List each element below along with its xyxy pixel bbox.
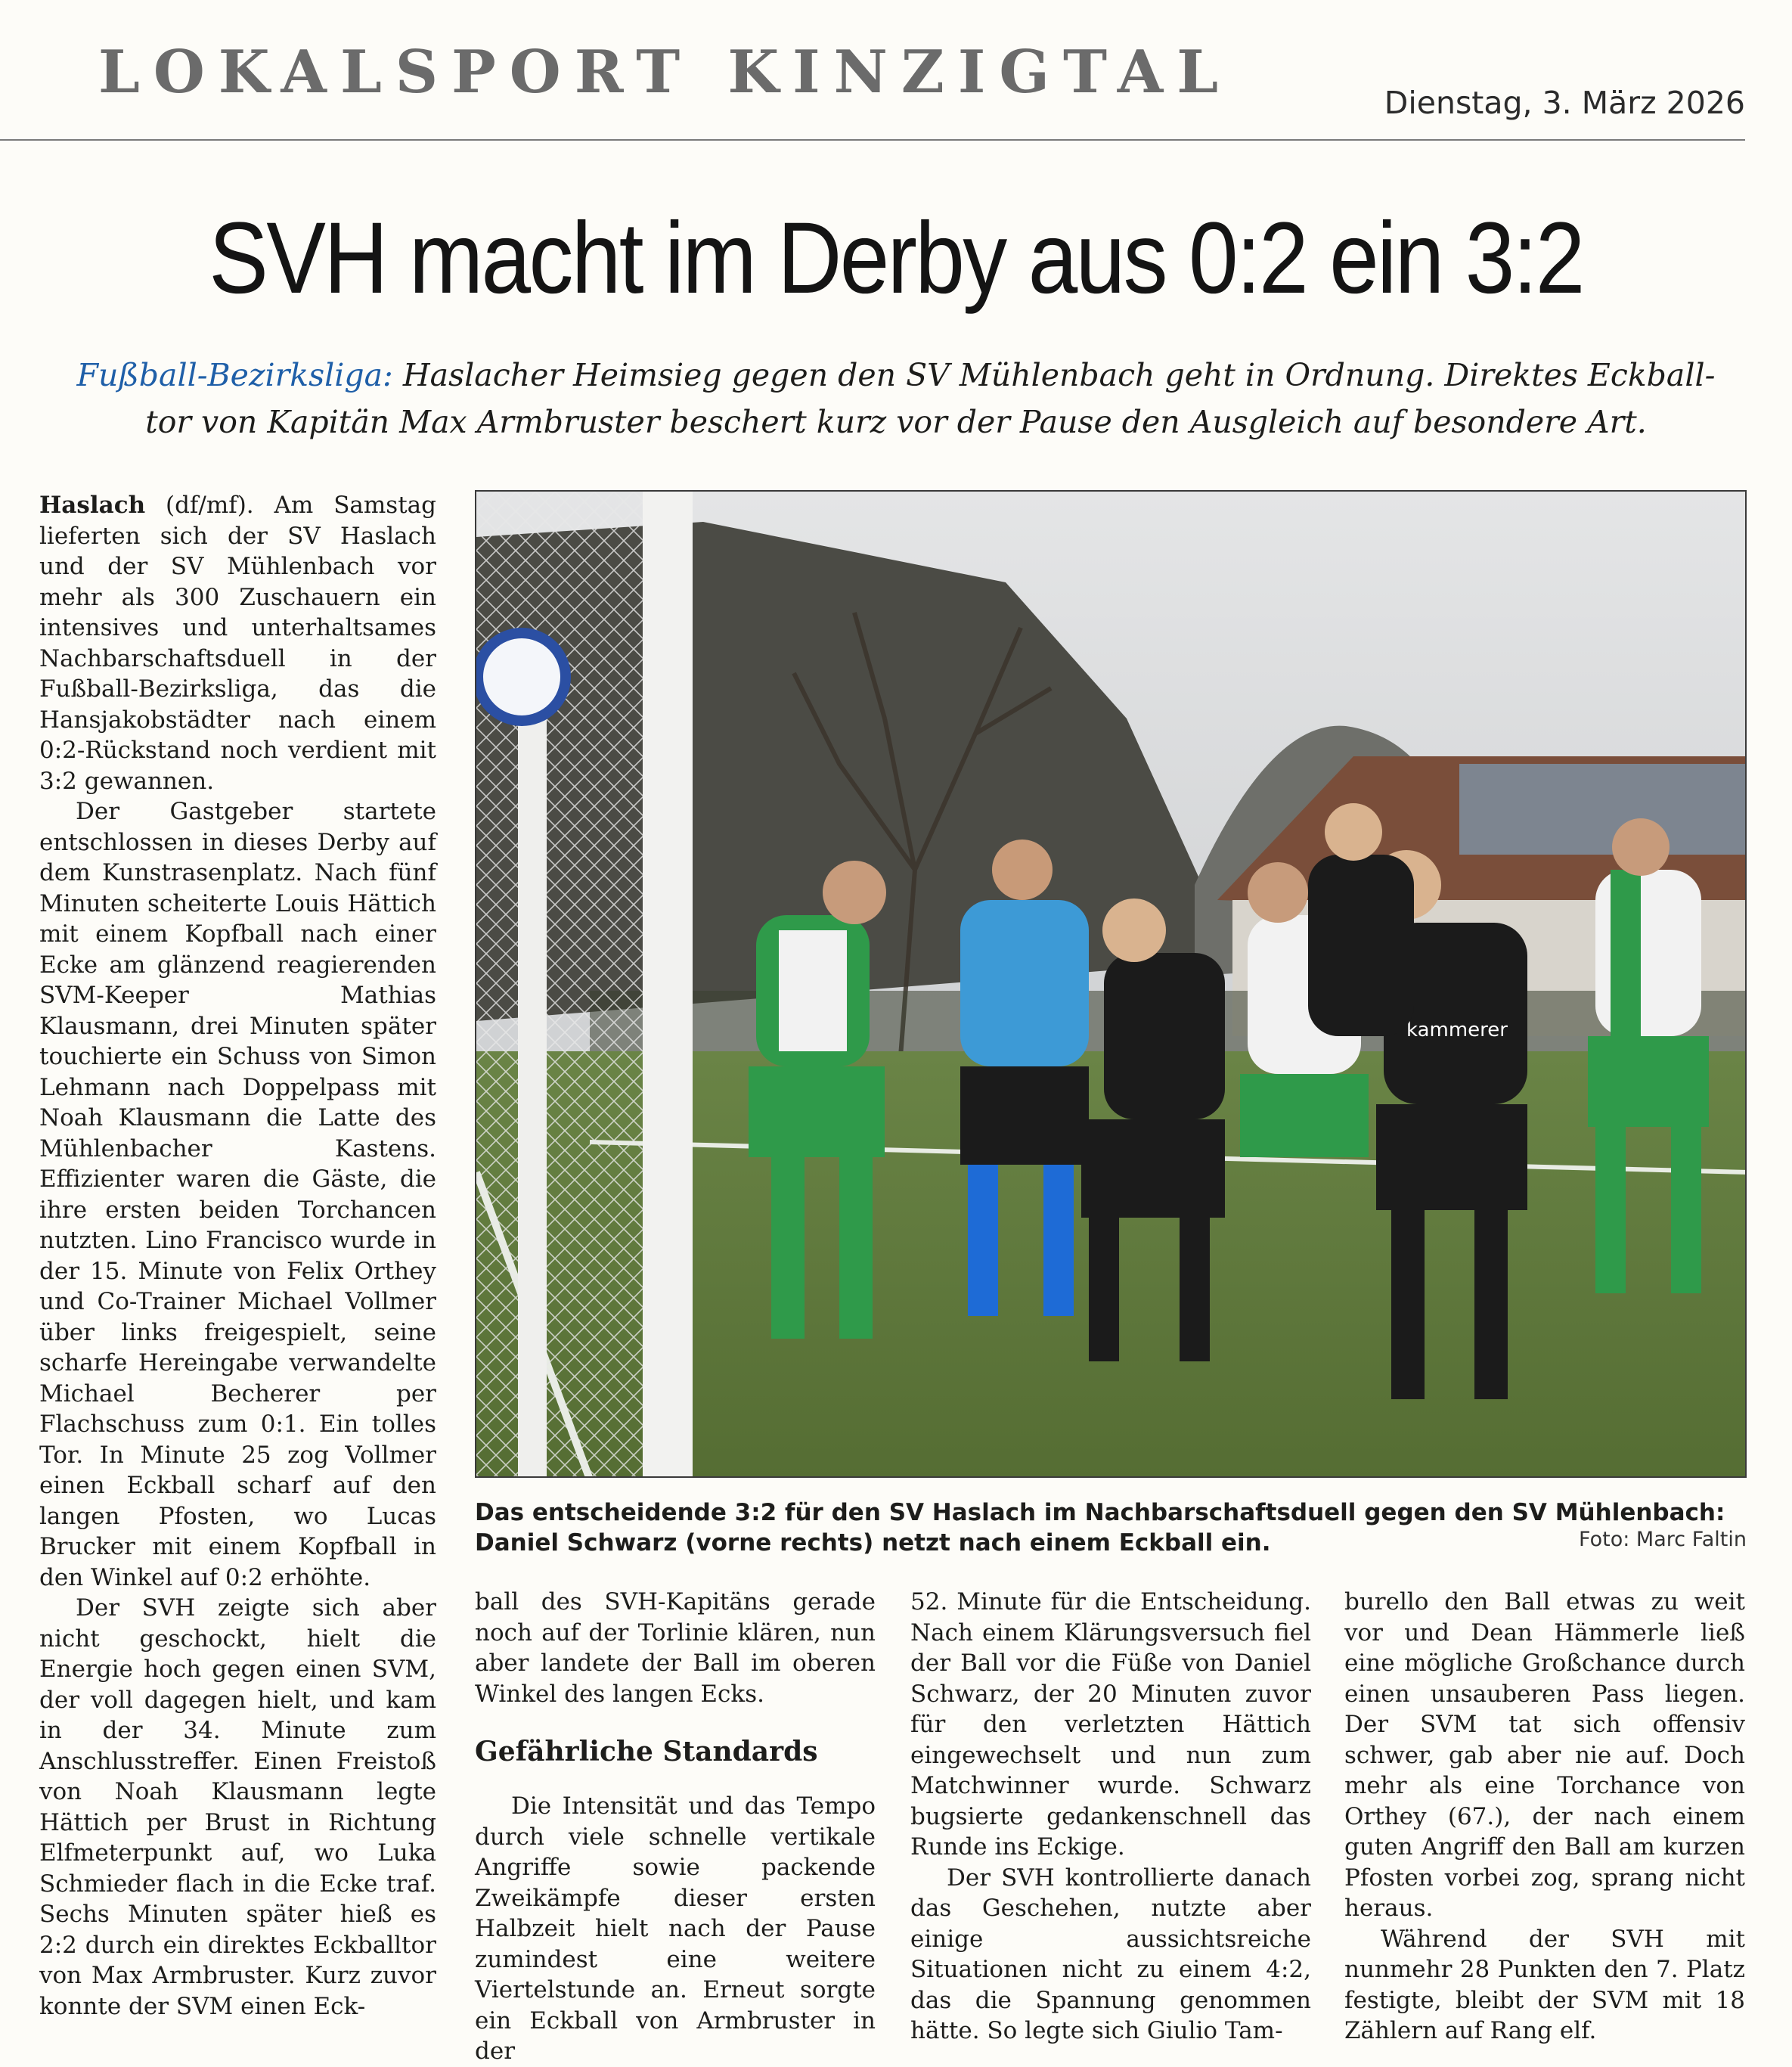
subheadline	[45, 352, 1747, 445]
paragraph: Der SVH kontrollierte danach das Geschehen, nutzte aber einige aussichtsreiche Situationen nicht zu einem 4:2, das die Spannung genommen hätte. So legte sich Giulio Tam-	[910, 1864, 1311, 2044]
article-column-4	[1344, 1587, 1745, 2047]
headline: SVH macht im Derby aus 0:2 ein 3:2	[209, 202, 1583, 315]
paragraph-text: (df/mf). Am Samstag lieferten sich der SV Haslach und der SV Mühlenbach vor mehr als 300 Zuschauern ein intensives und unterhaltsames Nachbarschaftsduell in der Fußball-Bezirksliga, das die Hansjakobstädter nach einem 0:2-Rückstand noch verdient mit 3:2 gewannen.	[39, 492, 436, 795]
paragraph: Während der SVH mit nunmehr 28 Punkten den 7. Platz festigte, bleibt der SVM mit 18 Zählern auf Rang elf.	[1344, 1925, 1745, 2044]
masthead-rule	[0, 139, 1745, 141]
issue-date: Dienstag, 3. März 2026	[1384, 85, 1745, 121]
goal-post	[643, 492, 693, 1478]
goal-post-near	[518, 718, 547, 1478]
article-column-2	[475, 1587, 876, 2067]
football-scene-illustration	[476, 492, 1747, 1478]
paragraph: burello den Ball etwas zu weit vor und Dean Hämmerle ließ eine mögliche Großchance durch einen unsauberen Pass liegen. Der SVM tat sich offensiv schwer, gab aber nie auf. Doch mehr als eine Torchance von Orthey (67.), der nach einem guten Angriff den Ball am kurzen Pfosten vorbei zog, sprang nicht heraus.	[1344, 1588, 1745, 1922]
shirt-sponsor: kammerer	[1406, 1019, 1508, 1041]
paragraph: Der Gastgeber startete entschlossen in dieses Derby auf dem Kunstrasenplatz. Nach fünf Minuten scheiterte Louis Hättich mit einem Kopfball nach einer Ecke am glänzend reagierenden SVM-Keeper Mathias Klausmann, drei Minuten später touchierte ein Schuss von Simon Lehmann nach Doppelpass mit Noah Klausmann die Latte des Mühlenbacher Kastens. Effizienter waren die Gäste, die ihre ersten beiden Torchancen nutzten. Lino Francisco wurde in der 15. Minute von Felix Orthey und Co-Trainer Michael Vollmer über links freigespielt, seine scharfe Hereingabe verwandelte Michael Becherer per Flachschuss zum 0:1. Ein tolles Tor. In Minute 25 zog Vollmer einen Eckball scharf auf den langen Pfosten, wo Lucas Brucker mit einem Kopfball in den Winkel auf 0:2 erhöhte.	[39, 798, 436, 1591]
kicker: Fußball-Bezirksliga:	[76, 357, 393, 393]
dateline: Haslach	[39, 492, 146, 519]
paragraph: 52. Minute für die Entscheidung. Nach einem Klärungsversuch fiel der Ball vor die Füße von Daniel Schwarz, der 20 Minuten zuvor für den verletzten Hättich eingewechselt und nun zum Matchwinner wurde. Schwarz bugsierte gedankenschnell das Runde ins Eckige.	[910, 1588, 1311, 1861]
paragraph: ball des SVH-Kapitäns gerade noch auf der Torlinie klären, nun aber landete der Ball im oberen Winkel des langen Ecks.	[475, 1588, 876, 1708]
subhead-line-1: Haslacher Heimsieg gegen den SV Mühlenbach geht in Ordnung. Direktes Eckball-	[392, 357, 1716, 393]
article-column-1	[39, 490, 436, 2022]
masthead: LOKALSPORT KINZIGTAL	[98, 38, 1232, 107]
paragraph	[39, 490, 436, 796]
match-ball	[478, 633, 566, 721]
caption-line-2: Daniel Schwarz (vorne rechts) netzt nach einem Eckball ein.	[475, 1529, 1271, 1556]
match-photo	[475, 490, 1747, 1478]
paragraph: Der SVH zeigte sich aber nicht geschockt, hielt die Energie hoch gegen einen SVM, der voll dagegen hielt, und kam in der 34. Minute zum Anschlusstreffer. Einen Freistoß von Noah Klausmann legte Hättich per Brust in Richtung Elfmeterpunkt auf, wo Luka Schmieder flach in die Ecke traf. Sechs Minuten später hieß es 2:2 durch ein direktes Eckballtor von Max Armbruster. Kurz zuvor konnte der SVM einen Eck-	[39, 1594, 436, 2020]
solar-panels	[1459, 764, 1747, 855]
paragraph: Die Intensität und das Tempo durch viele schnelle vertikale Angriffe sowie packende Zweikämpfe dieser ersten Halbzeit hielt nach der Pause zumindest eine weitere Viertelstunde an. Erneut sorgte ein Eckball von Armbruster in der	[475, 1792, 876, 2065]
caption-line-1: Das entscheidende 3:2 für den SV Haslach im Nachbarschaftsduell gegen den SV Mühlenbach:	[475, 1499, 1725, 1526]
subhead-line-2: tor von Kapitän Max Armbruster beschert kurz vor der Pause den Ausgleich auf besondere Art.	[145, 404, 1647, 440]
photo-caption	[475, 1497, 1747, 1558]
article-column-3	[910, 1587, 1311, 2047]
photo-credit: Foto: Marc Faltin	[1579, 1528, 1747, 1551]
section-heading: Gefährliche Standards	[475, 1736, 818, 1768]
